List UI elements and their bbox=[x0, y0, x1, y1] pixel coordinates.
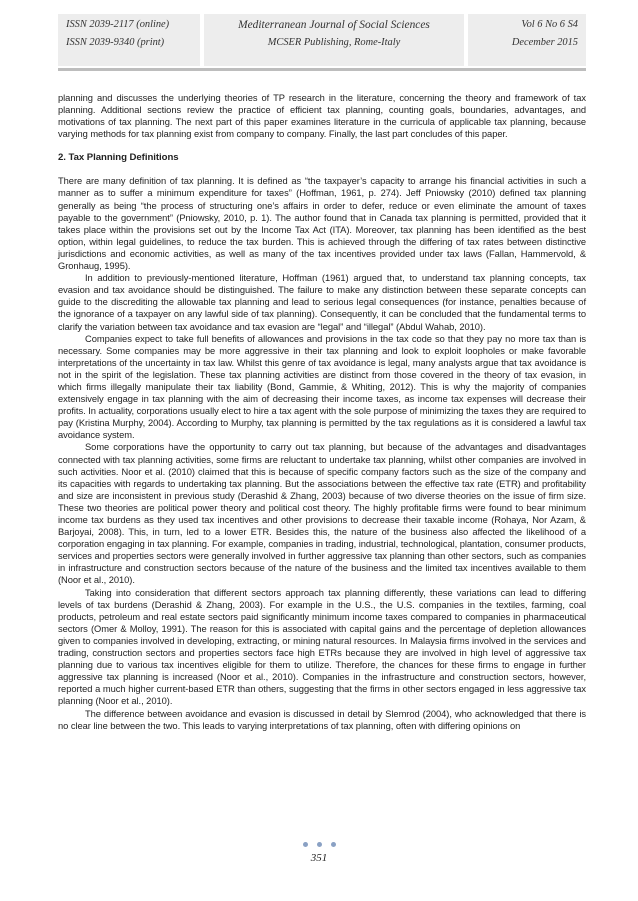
paragraph-sectors: Taking into consideration that different sectors approach tax planning differently, these variations can lead to differing levels of tax burdens (Derashid & Zhang, 2003). For example in the U.S., the U.S. companies in the textiles, farming, coal products, petroleum and real estate sectors paid significantly minimum income taxes compared to companies in pharmaceutical sectors (Omer & Molloy, 1991). The reason for this is associated with capital gains and the percentage of depletion allowances given to companies involved in developing, extracting, or mining natural resources. In Malaysia firms involved in the services and trading, construction sectors and properties sectors face high ETRs because they are involved in high level of aggressive tax planning due to various tax incentives eligible for them to utilize. Therefore, the chances for these firms to engage in further aggressive tax planning is increased (Noor et al., 2010). Companies in the infrastructure and construction sectors, however, reported a much higher current-based ETR than others, suggesting that the firms in other sectors engaged in less aggressive tax planning (Noor et al., 2010). bbox=[58, 587, 586, 707]
header-journal-block bbox=[204, 14, 464, 66]
volume: Vol 6 No 6 S4 bbox=[521, 19, 578, 30]
paragraph-avoidance-evasion: The difference between avoidance and evasion is discussed in detail by Slemrod (2004), who acknowledged that there is no clear line between the two. This leads to varying interpretations of tax planning, often with differing opinions on bbox=[58, 708, 586, 731]
article-body bbox=[58, 92, 586, 732]
issue-date: December 2015 bbox=[511, 37, 578, 48]
paragraph-corporations: Some corporations have the opportunity to carry out tax planning, but because of the advantages and disadvantages connected with tax planning activities, some firms are reluctant to undertake tax planning, whilst other companies are involved in such activities. Noor et al. (2010) claimed that this is because of specific company factors such as the size of the company and its capacities with regards to undertaking tax planning. But the associations between the effective tax rate (ETR) and profitability and size are inconsistent in previous study (Derashid & Zhang, 2003) because of two diverse theories on the issue of firm size. These two theories are political power theory and political cost theory. The highly profitable firms were found to bear minimum income tax burdens as they used tax incentives and other provisions to decrease their taxable income (Rohaya, Nor Azam, & Barjoyai, 2008). This, in turn, led to a lower ETR. Besides this, the nature of the business also affected the likelihood of a corporation engaging in tax planning. For example, companies in trading, industrial, technological, plantation, consumer products, services and properties sectors were generally involved in further aggressive tax planning than other sectors, such as companies in infrastructure and construction sectors because of the nature of the business and the limited tax incentives available to them (Noor et al., 2010). bbox=[58, 442, 586, 586]
section-heading: 2. Tax Planning Definitions bbox=[58, 152, 179, 164]
ornament-dot bbox=[317, 842, 322, 847]
header-issn-block bbox=[58, 14, 200, 66]
paragraph-companies: Companies expect to take full benefits of allowances and provisions in the tax code so that they pay no more tax than is necessary. Some companies may be more aggressive in their tax planning and look to exploit loopholes or make favorable interpretations of the uncertainty in tax law. Whilst this genre of tax avoidance is legal, many analysts argue that tax avoidance is not in the spirit of the legislation. These tax planning activities are distinct from those covered in the theory of tax evasion, in which firms illegally manipulate their tax liability (Bond, Gammie, & Whiting, 2012). This is why the majority of companies extensively engage in tax planning with the aim of decreasing their income taxes, as income tax expenses will decrease their profits. In actuality, corporations usually elect to hire a tax agent with the sole purpose of minimizing the taxes they are required to pay (Kristina Murphy, 2004). According to Murphy, tax planning is permitted by the tax regulations as it is considered a lawful tax avoidance system. bbox=[58, 333, 586, 441]
publisher: MCSER Publishing, Rome-Italy bbox=[267, 37, 401, 48]
page-number: 351 bbox=[310, 852, 328, 864]
ornament-dot bbox=[303, 842, 308, 847]
paragraph-definitions: There are many definition of tax planning. It is defined as “the taxpayer’s capacity to arrange his financial activities in such a manner as to suffer a minimum expenditure for taxes” (Hoffman, 1961, p. 274). Jeff Pniowsky (2010) defined tax planning generally as being “the process of structuring one’s affairs in order to defer, reduce or even eliminate the amount of taxes payable to the government” (Pniowsky, 2010, p. 1). The author found that in Canada tax planning is permitted, provided that it takes place within the provisions set out by the Income Tax Act (ITA). Moreover, tax planning has been identified as the best option, within legal guidelines, to reduce the tax burden. This is achieved through the differing of tax rates between distinctive jurisdictions and economic activities, as well as many of the tax incentives provided under tax laws (Fallan, Hammervold, & Gronhaug, 1995). bbox=[58, 176, 586, 272]
issn-print: ISSN 2039-9340 (print) bbox=[66, 37, 165, 48]
journal-header bbox=[58, 14, 586, 72]
header-rule bbox=[58, 68, 586, 71]
issn-online: ISSN 2039-2117 (online) bbox=[66, 19, 170, 30]
journal-title: Mediterranean Journal of Social Sciences bbox=[238, 19, 430, 31]
ornament-dot bbox=[331, 842, 336, 847]
paragraph-intro-end: planning and discusses the underlying theories of TP research in the literature, concerning the theory and framework of tax planning. Additional sections review the practice of efficient tax planning, counting goals, boundaries, advantages, and motivations of tax planning. The next part of this paper examines literature in the curricula of applicable tax planning, because varying methods for tax planning exist from company to company. Finally, the last part concludes of this paper. bbox=[58, 93, 586, 140]
page-ornament-dots bbox=[303, 842, 337, 850]
paragraph-hoffman: In addition to previously-mentioned literature, Hoffman (1961) argued that, to understand tax planning concepts, tax evasion and tax avoidance should be distinguished. The failure to make any distinction between these separate concepts can guide to the discrediting the allowable tax planning and lead to serious legal consequences (for instance, penalties because of the ignorance of a taxpayer on any lawful side of tax planning). Consequently, it can be concluded that the fundamental terms to clarify the variation between tax avoidance and tax evasion are “legal” and “illegal” (Abdul Wahab, 2010). bbox=[58, 273, 586, 332]
header-volume-block bbox=[468, 14, 586, 66]
